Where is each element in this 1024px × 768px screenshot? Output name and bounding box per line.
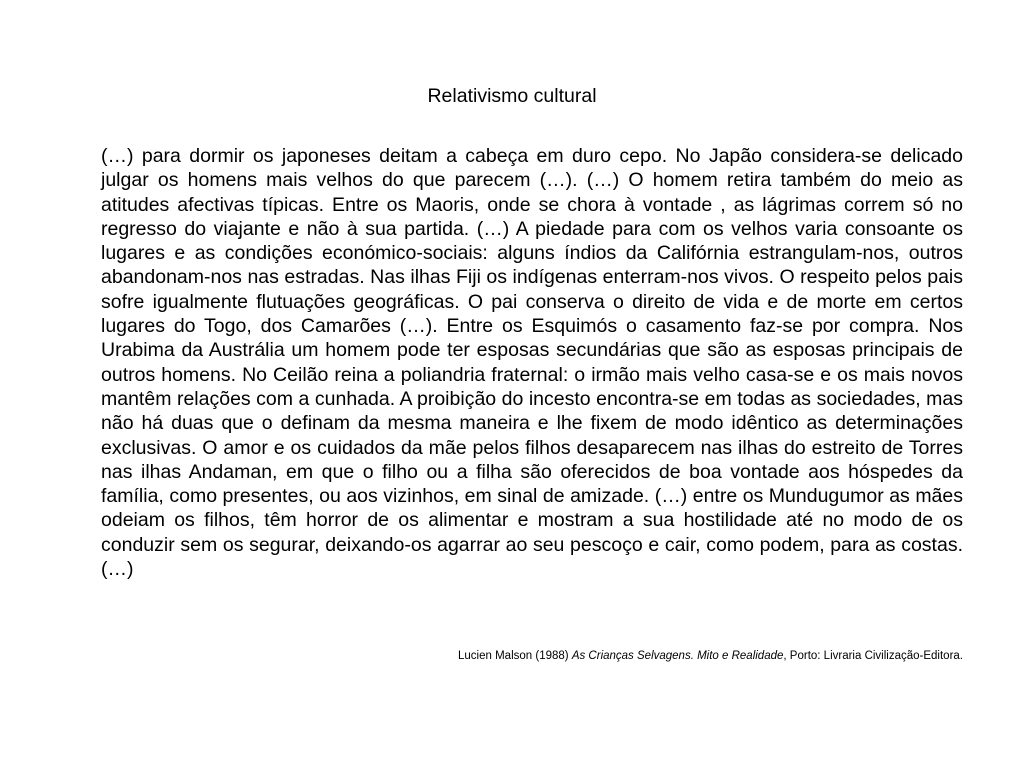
page-title: Relativismo cultural — [427, 85, 597, 107]
citation-publisher: , Porto: Livraria Civilização-Editora. — [783, 650, 963, 662]
quoted-passage: (…) para dormir os japoneses deitam a cabeça em duro cepo. No Japão considera-se delicado julgar os homens mais velhos do que parecem (…). (…) O homem retira também do meio as atitudes afectivas típicas. Entre os Maoris, onde se chora à vontade , as lágrimas correm só no regresso do viajante e não à sua partida. (…) A piedade para com os velhos varia consoante os lugares e as condições económico-sociais: alguns índios da Califórnia estrangulam-nos, outros abandonam-nos nas estradas. Nas ilhas Fiji os indígenas enterram-nos vivos. O respeito pelos pais sofre igualmente flutuações geográficas. O pai conserva o direito de vida e de morte em certos lugares do Togo, dos Camarões (…). Entre os Esquimós o casamento faz-se por compra. Nos Urabima da Austrália um homem pode ter esposas secundárias que são as esposas principais de outros homens. No Ceilão reina a poliandria fraternal: o irmão mais velho casa-se e os mais novos mantêm relações com a cunhada. A proibição do incesto encontra-se em todas as sociedades, mas não há duas que o definam da mesma maneira e lhe fixem de modo idêntico as determinações exclusivas. O amor e os cuidados da mãe pelos filhos desaparecem nas ilhas do estreito de Torres nas ilhas Andaman, em que o filho ou a filha são oferecidos de boa vontade aos hóspedes da família, como presentes, ou aos vizinhos, em sinal de amizade. (…) entre os Mundugumor as mães odeiam os filhos, têm horror de os alimentar e mostram a sua hostilidade até no modo de os conduzir sem os segurar, deixando-os agarrar ao seu pescoço e cair, como podem, para as costas. (…) — [101, 145, 963, 581]
citation-work-title: As Crianças Selvagens. Mito e Realidade — [571, 650, 784, 662]
citation-author-year: Lucien Malson (1988) — [458, 650, 572, 662]
citation — [101, 648, 963, 664]
